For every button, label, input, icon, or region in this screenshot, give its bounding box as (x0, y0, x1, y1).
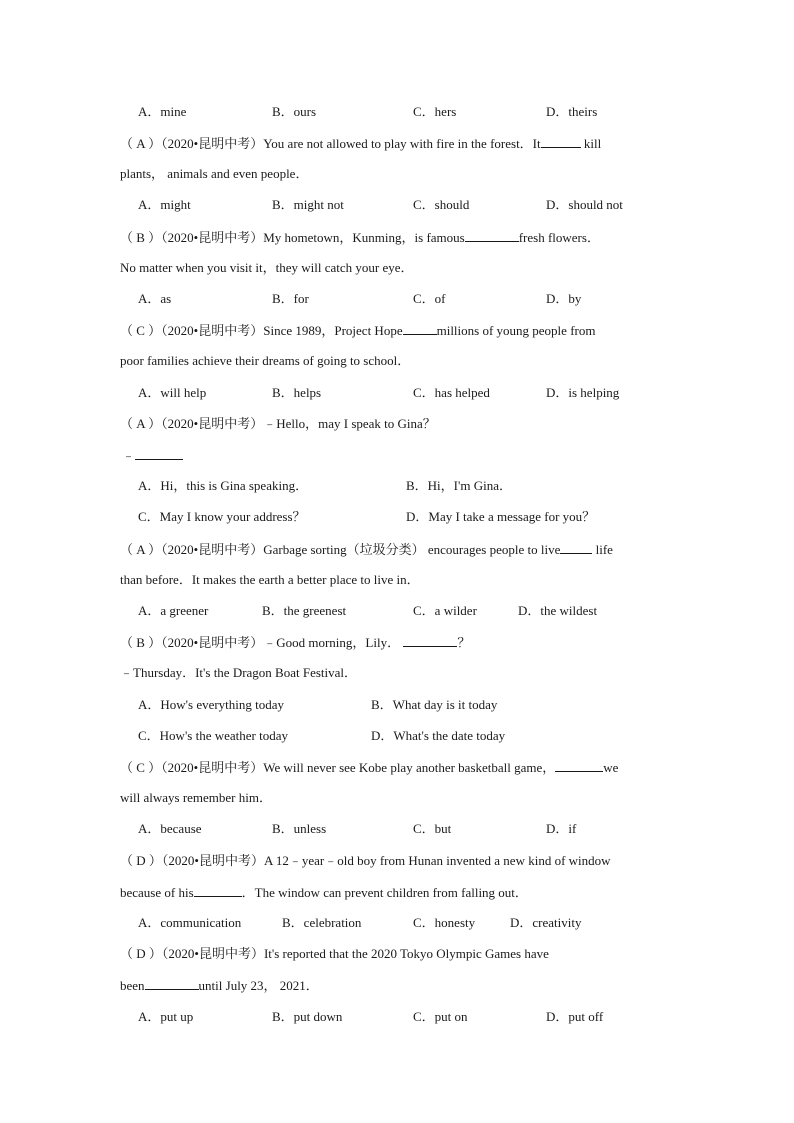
option-d: D．What's the date today (371, 728, 506, 743)
option-c: C．honesty (413, 915, 476, 930)
option-c: C．hers (413, 104, 457, 119)
question-text: been (120, 978, 145, 993)
question-line (122, 447, 677, 464)
option-d: D．if (546, 821, 577, 836)
option-b: B．the greenest (262, 603, 347, 618)
option-d: D．put off (546, 1009, 604, 1024)
question-line (120, 322, 675, 339)
question-text: （ A ）（2020•昆明中考）You are not allowed to play with fire in the forest．It (120, 136, 541, 151)
question-text: ．The window can prevent children from falling out． (241, 885, 528, 900)
options-row (138, 1009, 698, 1025)
question-text: （ A ）（2020•昆明中考）﹣Hello，may I speak to Gina？ (120, 416, 436, 431)
question-line (120, 166, 675, 182)
question-line (120, 884, 675, 901)
question-text: （ D ）（2020•昆明中考）It's reported that the 2020 Tokyo Olympic Games have (120, 946, 549, 961)
question-text: ﹣Thursday．It's the Dragon Boat Festival． (120, 665, 358, 680)
answer-blank (403, 322, 437, 335)
answer-blank (403, 634, 457, 647)
options-row (138, 509, 698, 525)
question-line (120, 353, 675, 369)
question-text: than before．It makes the earth a better place to live in． (120, 572, 420, 587)
option-b: B．unless (272, 821, 327, 836)
option-a: A．How's everything today (138, 697, 285, 712)
option-d: D．creativity (510, 915, 582, 930)
option-a: A．because (138, 821, 202, 836)
question-line (120, 229, 675, 246)
option-c: C．but (413, 821, 452, 836)
options-row (138, 697, 698, 713)
question-line (120, 946, 675, 962)
option-a: A．put up (138, 1009, 194, 1024)
option-b: B．might not (272, 197, 344, 212)
question-text: kill (583, 136, 602, 151)
answer-blank (135, 447, 183, 460)
question-text: until July 23， 2021． (198, 978, 319, 993)
options-row (138, 291, 698, 307)
question-line (120, 135, 675, 152)
answer-blank (194, 884, 242, 897)
question-text: plants， animals and even people． (120, 166, 309, 181)
option-c: C．of (413, 291, 446, 306)
option-a: A．as (138, 291, 172, 306)
options-row (138, 728, 698, 744)
question-text: ？ (457, 635, 471, 650)
question-text: millions of young people from (436, 323, 596, 338)
answer-blank (560, 541, 592, 554)
question-line (120, 541, 675, 558)
answer-blank (465, 229, 519, 242)
options-row (138, 603, 698, 619)
answer-blank (555, 759, 603, 772)
question-text: fresh flowers． (518, 230, 600, 245)
options-row (138, 104, 698, 120)
question-line (120, 790, 675, 806)
question-line (120, 634, 675, 651)
option-b: B．put down (272, 1009, 343, 1024)
option-b: B．Hi，I'm Gina． (406, 478, 512, 493)
question-text: because of his (120, 885, 194, 900)
option-d: D．May I take a message for you？ (406, 509, 596, 524)
options-row (138, 478, 698, 494)
answer-blank (145, 977, 199, 990)
question-line (120, 416, 675, 432)
option-d: D．should not (546, 197, 623, 212)
option-c: C．a wilder (413, 603, 477, 618)
question-text: （ B ）（2020•昆明中考）My hometown，Kunming，is famous (120, 230, 465, 245)
option-d: D．theirs (546, 104, 598, 119)
options-row (138, 385, 698, 401)
option-b: B．ours (272, 104, 317, 119)
option-b: B．helps (272, 385, 322, 400)
option-a: A．a greener (138, 603, 209, 618)
question-text: life (595, 542, 613, 557)
question-text: （ D ）（2020•昆明中考）A 12﹣year﹣old boy from Hunan invented a new kind of window (120, 853, 611, 868)
option-a: A．mine (138, 104, 187, 119)
question-text: we (603, 760, 619, 775)
question-text: ﹣ (122, 448, 136, 463)
question-line (120, 665, 675, 681)
question-text: （ C ）（2020•昆明中考）Since 1989，Project Hope (120, 323, 403, 338)
question-text: （ B ）（2020•昆明中考）﹣Good morning，Lily． (120, 635, 401, 650)
option-c: C．has helped (413, 385, 490, 400)
question-text: （ C ）（2020•昆明中考）We will never see Kobe play another basketball game， (120, 760, 556, 775)
option-b: B．celebration (282, 915, 362, 930)
question-line (120, 853, 675, 869)
option-a: A．communication (138, 915, 242, 930)
question-line (120, 759, 675, 776)
question-line (120, 572, 675, 588)
option-c: C．put on (413, 1009, 468, 1024)
question-text: No matter when you visit it，they will catch your eye． (120, 260, 414, 275)
question-text: poor families achieve their dreams of going to school． (120, 353, 411, 368)
options-row (138, 821, 698, 837)
options-row (138, 915, 698, 931)
option-b: B．for (272, 291, 309, 306)
option-b: B．What day is it today (371, 697, 498, 712)
option-d: D．the wildest (518, 603, 598, 618)
option-a: A．will help (138, 385, 207, 400)
question-text: will always remember him． (120, 790, 272, 805)
options-row (138, 197, 698, 213)
answer-blank (541, 135, 581, 148)
question-line (120, 977, 675, 994)
question-text: （ A ）（2020•昆明中考）Garbage sorting（垃圾分类） encourages people to live (120, 542, 561, 557)
option-c: C．should (413, 197, 470, 212)
question-line (120, 260, 675, 276)
option-a: A．might (138, 197, 191, 212)
option-c: C．May I know your address？ (138, 509, 306, 524)
option-a: A．Hi，this is Gina speaking． (138, 478, 309, 493)
option-c: C．How's the weather today (138, 728, 289, 743)
option-d: D．by (546, 291, 582, 306)
option-d: D．is helping (546, 385, 620, 400)
